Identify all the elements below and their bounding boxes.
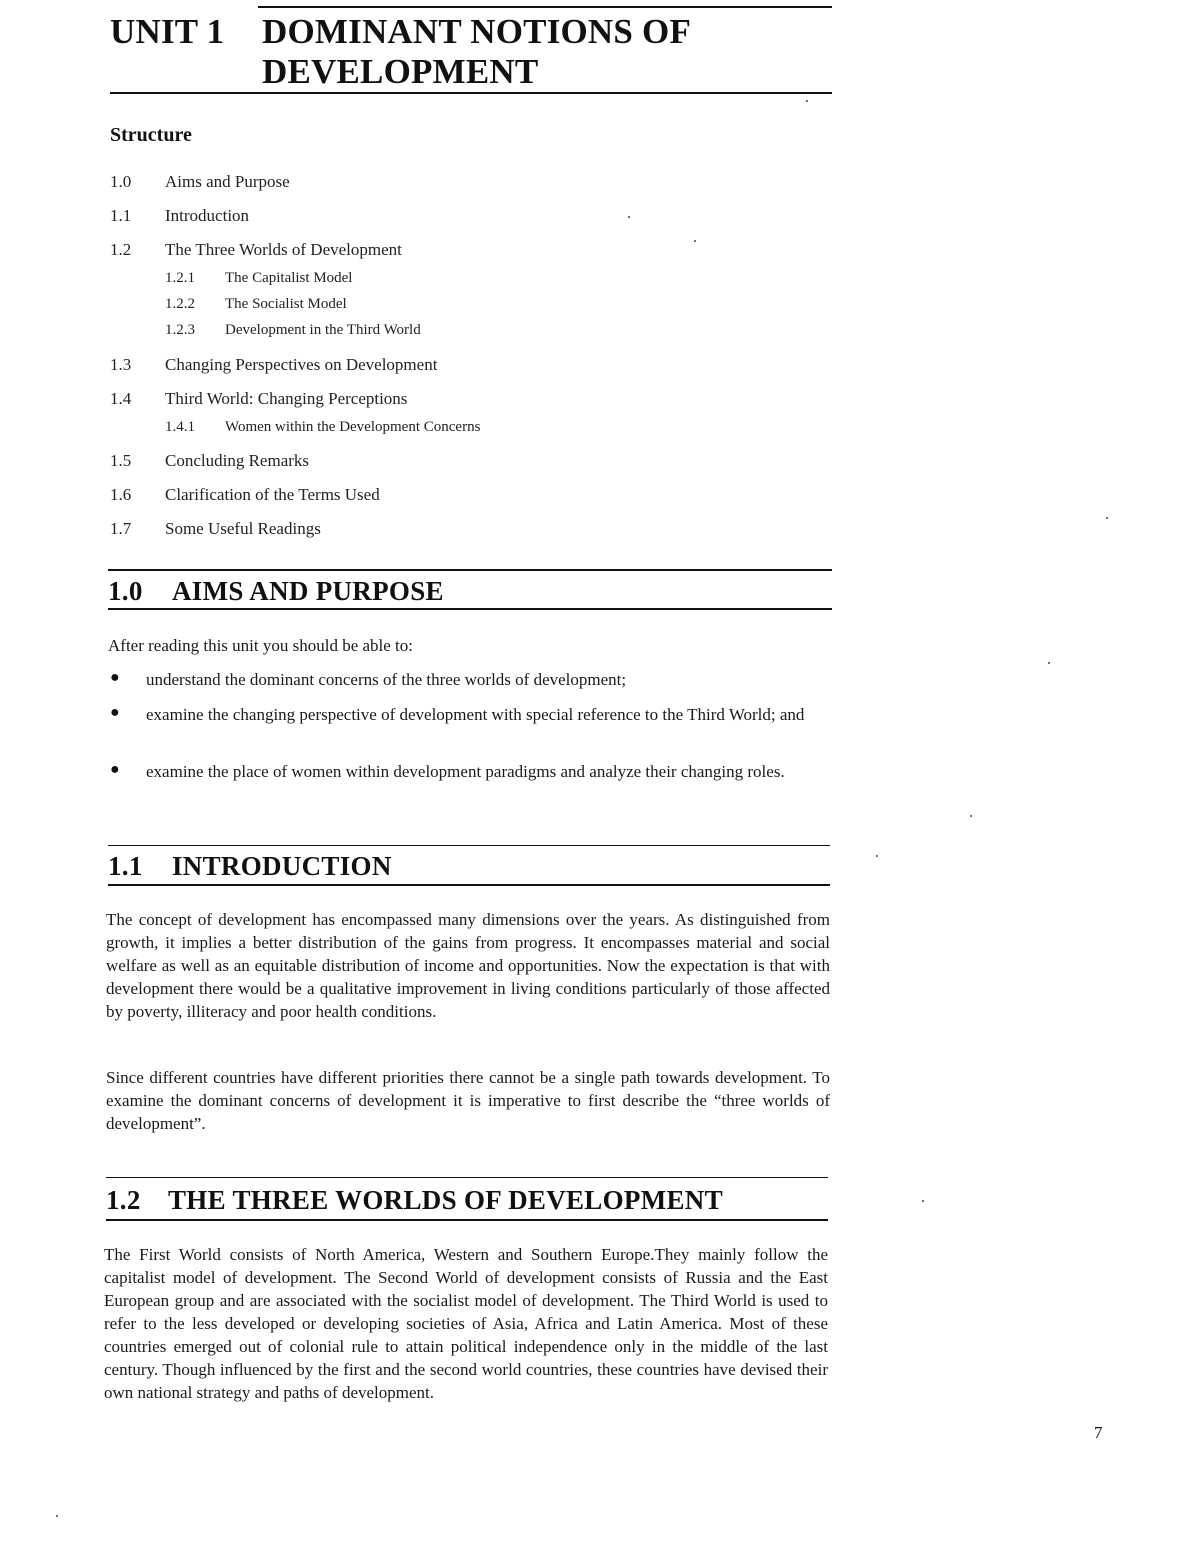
introduction-paragraph: The concept of development has encompassed many dimensions over the years. As distinguished from growth, it implies a better distribution of the gains from progress. It encompasses material and social welfare as well as an equitable distribution of income and opportunities. Now the expectation is that with development there would be a qualitative improvement in living conditions particularly of those affected by poverty, illiteracy and poor health conditions. — [106, 910, 830, 1021]
section-top-rule — [108, 569, 832, 571]
aims-intro: After reading this unit you should be able to: — [108, 636, 413, 655]
scan-speck — [1106, 517, 1108, 519]
toc-item-label: Changing Perspectives on Development — [165, 355, 438, 374]
toc-item-label: The Three Worlds of Development — [165, 240, 402, 259]
section-number: 1.0 — [108, 576, 143, 606]
toc-subitem-number: 1.2.3 — [165, 322, 195, 338]
aims-bullet: understand the dominant concerns of the three worlds of development; — [146, 670, 627, 689]
aims-bullet: examine the place of women within development paradigms and analyze their changing roles. — [146, 762, 785, 781]
section-title: THE THREE WORLDS OF DEVELOPMENT — [168, 1185, 723, 1215]
structure-heading: Structure — [110, 124, 192, 146]
bullet-marker: ● — [110, 669, 120, 686]
scan-speck — [694, 240, 696, 242]
toc-item-number: 1.4 — [110, 389, 132, 408]
section-bottom-rule — [108, 608, 832, 610]
toc-item-label: Some Useful Readings — [165, 519, 321, 538]
toc-subitem-label: Development in the Third World — [225, 322, 421, 338]
section-number: 1.1 — [108, 851, 143, 881]
unit-title-line2: DEVELOPMENT — [262, 52, 539, 91]
toc-item-number: 1.2 — [110, 240, 132, 259]
toc-item-label: Concluding Remarks — [165, 451, 310, 470]
toc-subitem-number: 1.4.1 — [165, 419, 195, 435]
scan-speck — [922, 1200, 924, 1202]
scan-speck — [1048, 662, 1050, 664]
toc-item-number: 1.7 — [110, 519, 132, 538]
bullet-marker: ● — [110, 761, 120, 778]
scan-speck — [970, 815, 972, 817]
scan-speck — [56, 1515, 58, 1517]
unit-title-line1: DOMINANT NOTIONS OF — [262, 12, 692, 51]
section-title: INTRODUCTION — [172, 851, 392, 881]
toc-subitem-number: 1.2.2 — [165, 296, 195, 312]
toc-item-label: Third World: Changing Perceptions — [165, 389, 408, 408]
scan-speck — [876, 855, 878, 857]
bullet-marker: ● — [110, 704, 120, 721]
toc-subitem-label: The Socialist Model — [225, 296, 347, 312]
page-number: 7 — [1094, 1423, 1103, 1442]
toc-item-label: Clarification of the Terms Used — [165, 485, 380, 504]
scan-speck — [628, 216, 630, 218]
unit-label: UNIT 1 — [110, 12, 225, 51]
toc-subitem-number: 1.2.1 — [165, 270, 195, 286]
three-worlds-paragraph: The First World consists of North America, Western and Southern Europe.They mainly follow the capitalist model of development. The Second World of development consists of Russia and the East European group and are associated with the socialist model of development. The Third World is used to refer to the less developed or developing societies of Asia, Africa and Latin America. Most of these countries emerged out of colonial rule to attain political independence only in the middle of the last century. Though influenced by the first and the second world countries, these countries have devised their own national strategy and paths of development. — [104, 1245, 828, 1402]
section-bottom-rule — [106, 1219, 828, 1221]
section-number: 1.2 — [106, 1185, 141, 1215]
toc-subitem-label: Women within the Development Concerns — [225, 419, 481, 435]
section-top-rule — [108, 845, 830, 846]
section-top-rule — [106, 1177, 828, 1178]
toc-subitem-label: The Capitalist Model — [225, 270, 353, 286]
scan-speck — [806, 100, 808, 102]
toc-item-number: 1.5 — [110, 451, 132, 470]
toc-item-number: 1.6 — [110, 485, 132, 504]
top-rule — [258, 6, 832, 8]
toc-item-label: Introduction — [165, 206, 250, 225]
unit-bottom-rule — [110, 92, 832, 94]
toc-item-number: 1.3 — [110, 355, 132, 374]
introduction-paragraph: Since different countries have different priorities there cannot be a single path towards development. To examine the dominant concerns of development it is imperative to first describe the “three worlds of development”. — [106, 1068, 830, 1133]
toc-item-number: 1.1 — [110, 206, 132, 225]
toc-item-label: Aims and Purpose — [165, 172, 290, 191]
aims-bullet: examine the changing perspective of development with special reference to the Third World; and — [146, 705, 805, 724]
section-title: AIMS AND PURPOSE — [172, 576, 444, 606]
section-bottom-rule — [108, 884, 830, 886]
toc-item-number: 1.0 — [110, 172, 132, 191]
